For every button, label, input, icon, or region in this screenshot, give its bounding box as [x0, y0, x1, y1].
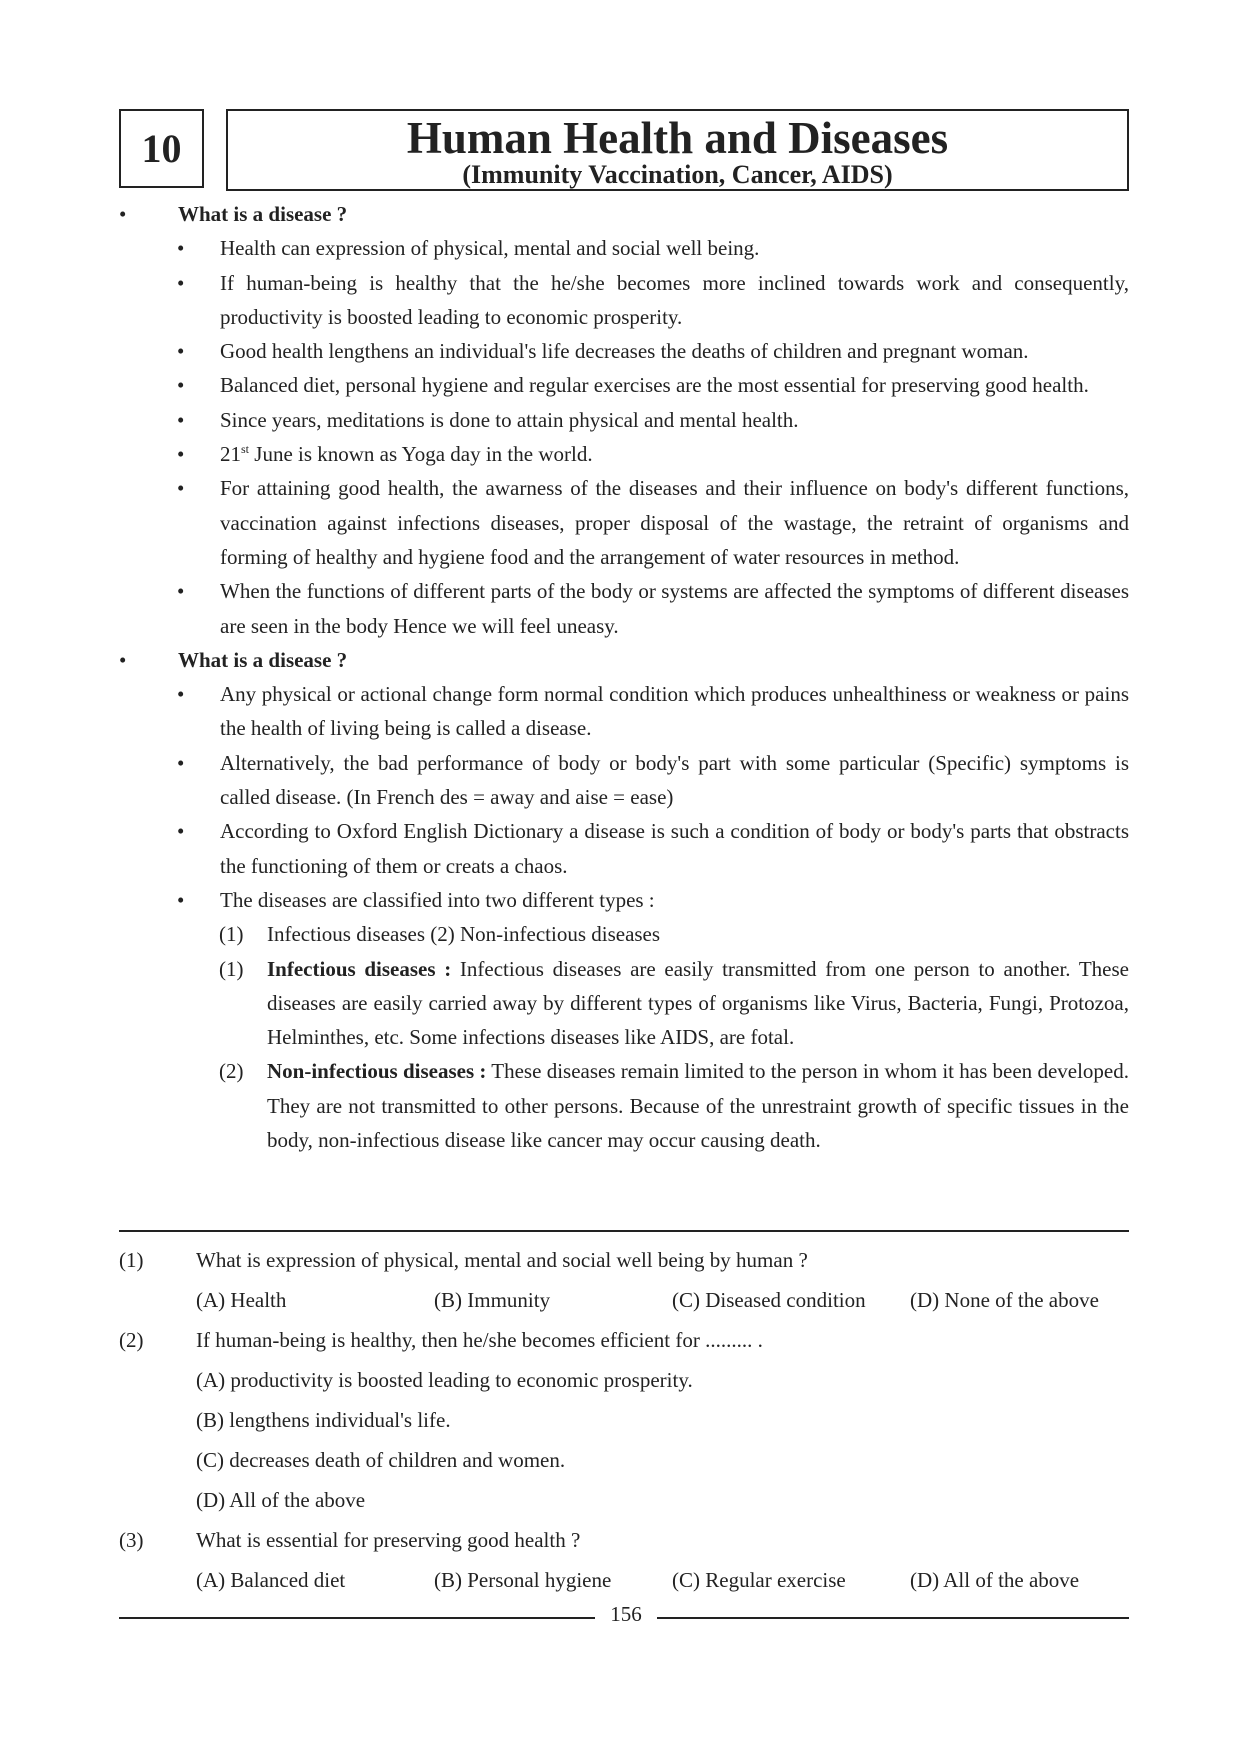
- question-text: What is essential for preserving good health ?: [196, 1528, 581, 1552]
- options-row: [119, 1283, 1129, 1323]
- page-subtitle: (Immunity Vaccination, Cancer, AIDS): [462, 160, 893, 189]
- list-item: • The diseases are classified into two different types :: [119, 883, 1129, 917]
- question-text: If human-being is healthy, then he/she becomes efficient for ......... .: [196, 1328, 763, 1352]
- sub-item: [119, 1054, 1129, 1157]
- section-heading: • What is a disease ?: [119, 643, 1129, 677]
- page-number: 156: [610, 1602, 642, 1626]
- bullet-list: [119, 677, 1129, 917]
- list-item: • If human-being is healthy that the he/she becomes more inclined towards work and consequently, productivity is boosted leading to economic prosperity.: [119, 266, 1129, 335]
- options-row: [119, 1563, 1129, 1603]
- yoga-day-suffix: st: [241, 442, 250, 457]
- chapter-number: 10: [119, 109, 204, 188]
- yoga-day-number: 21: [220, 442, 241, 467]
- list-item: • For attaining good health, the awarness of the diseases and their influence on body's different functions, vaccination against infections diseases, proper disposal of the wastage, the retraint of organisms and forming of healthy and hygiene food and the arrangement of water resources in method.: [119, 471, 1129, 574]
- yoga-day-text: June is known as Yoga day in the world.: [249, 442, 593, 467]
- option: (B) Immunity: [434, 1288, 551, 1312]
- sub-item-text: These diseases remain limited to the person in whom it has been developed. They are not transmitted to other persons. Because of the unrestraint growth of specific tissues in the body, non-infectious disease like cancer may occur causing death.: [267, 1059, 1129, 1153]
- question-text: What is expression of physical, mental and social well being by human ?: [196, 1248, 808, 1272]
- option: (D) All of the above: [196, 1488, 366, 1512]
- option: (D) None of the above: [910, 1288, 1099, 1312]
- option: (D) All of the above: [910, 1568, 1080, 1592]
- question: [119, 1323, 1129, 1363]
- sub-item-text: Infectious diseases (2) Non-infectious diseases: [267, 922, 661, 947]
- page-footer: [119, 1600, 1129, 1634]
- option: (A) Health: [196, 1288, 287, 1312]
- option: (A) productivity is boosted leading to economic prosperity.: [196, 1368, 693, 1392]
- list-item: • When the functions of different parts of the body or systems are affected the symptoms of different diseases are seen in the body Hence we will feel uneasy.: [119, 574, 1129, 643]
- sub-item-text: Infectious diseases are easily transmitted from one person to another. These diseases are easily carried away by different types of organisms like Virus, Bacteria, Fungi, Protozoa, Helminthes, etc. Some infections diseases like AIDS, are fotal.: [267, 956, 1129, 1050]
- list-item: • Any physical or actional change form normal condition which produces unhealthiness or weakness or pains the health of living being is called a disease.: [119, 677, 1129, 746]
- bullet-list: [119, 231, 1129, 643]
- option: (A) Balanced diet: [196, 1568, 346, 1592]
- question: [119, 1523, 1129, 1563]
- question-number: (1): [119, 1248, 144, 1272]
- section-heading: • What is a disease ?: [119, 197, 1129, 231]
- question-number: (2): [119, 1328, 144, 1352]
- sub-item: [119, 952, 1129, 1055]
- question-number: (3): [119, 1528, 144, 1552]
- sub-item: [119, 917, 1129, 951]
- footer-rule-left: [119, 1617, 595, 1619]
- sub-item-number: (1): [219, 922, 244, 947]
- option: (C) Regular exercise: [672, 1568, 846, 1592]
- section-divider: [119, 1230, 1129, 1232]
- sub-item-number: (2): [219, 1059, 244, 1084]
- footer-rule-right: [657, 1617, 1129, 1619]
- sub-item-term: Infectious diseases :: [267, 956, 452, 981]
- list-item: • Good health lengthens an individual's life decreases the deaths of children and pregnant woman.: [119, 334, 1129, 368]
- list-item: • Since years, meditations is done to attain physical and mental health.: [119, 403, 1129, 437]
- sub-item-number: (1): [219, 956, 244, 981]
- questions: [119, 1243, 1129, 1603]
- list-item: • Balanced diet, personal hygiene and regular exercises are the most essential for preserving good health.: [119, 368, 1129, 402]
- title-box: [226, 109, 1129, 191]
- option: (B) lengthens individual's life.: [196, 1408, 451, 1432]
- list-item: • Alternatively, the bad performance of body or body's part with some particular (Specific) symptoms is called disease. (In French des = away and aise = ease): [119, 746, 1129, 815]
- list-item: • According to Oxford English Dictionary a disease is such a condition of body or body's parts that obstracts the functioning of them or creats a chaos.: [119, 814, 1129, 883]
- option: (C) Diseased condition: [672, 1288, 866, 1312]
- sub-item-term: Non-infectious diseases :: [267, 1059, 487, 1084]
- list-item: • Health can expression of physical, mental and social well being.: [119, 231, 1129, 265]
- option: (C) decreases death of children and women.: [196, 1448, 566, 1472]
- list-item-yoga: [119, 437, 1129, 471]
- page-title: Human Health and Diseases: [406, 113, 949, 163]
- option: (B) Personal hygiene: [434, 1568, 612, 1592]
- main-content: [119, 197, 1129, 1157]
- question: [119, 1243, 1129, 1283]
